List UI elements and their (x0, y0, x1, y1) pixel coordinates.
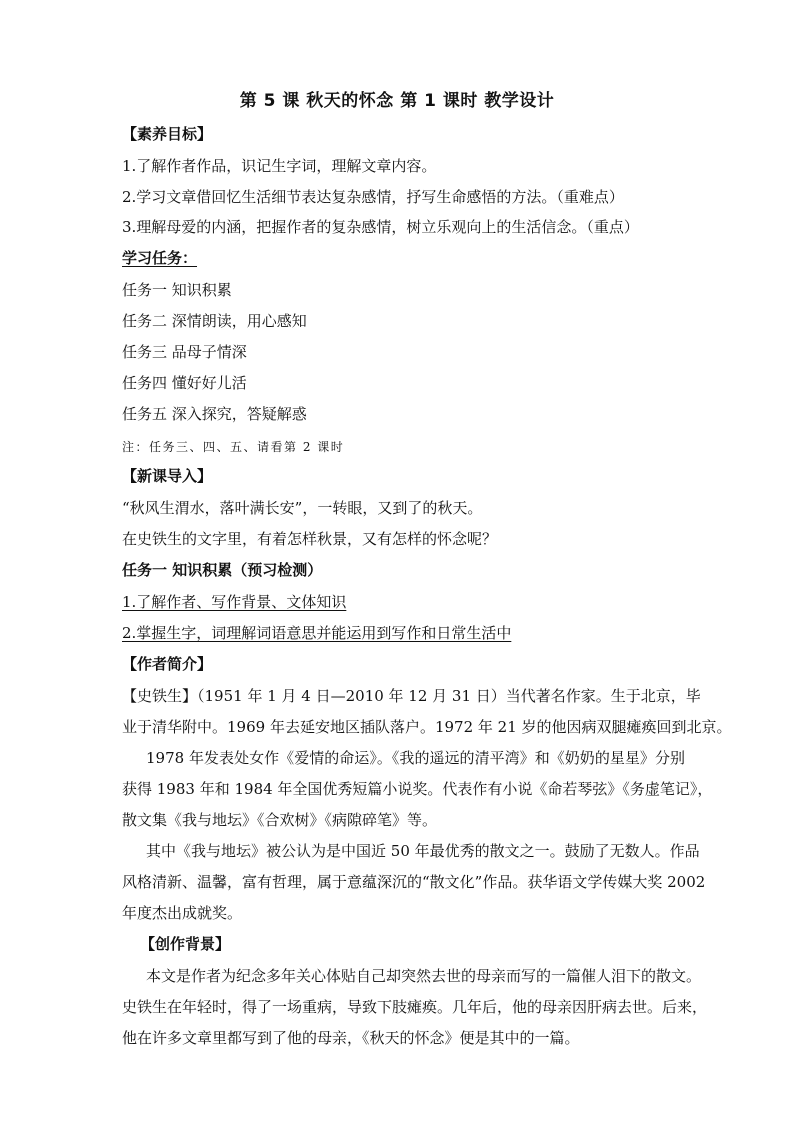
task-item-3: 任务三 品母子情深 (122, 343, 247, 361)
task-item-4: 任务四 懂好好儿活 (122, 374, 247, 392)
tasks-heading: 学习任务： (122, 249, 198, 267)
intro-heading: 【新课导入】 (122, 467, 213, 485)
author-line-5: 散文集《我与地坛》《合欢树》《病隙碎笔》等。 (122, 811, 438, 829)
author-line-7: 风格清新、温馨，富有哲理，属于意蕴深沉的“散文化”作品。获华语文学传媒大奖 2002 (122, 873, 706, 891)
background-line-1: 本文是作者为纪念多年关心体贴自己却突然去世的母亲而写的一篇催人泪下的散文。 (146, 967, 702, 985)
goal-item-3: 3.理解母爱的内涵，把握作者的复杂感情，树立乐观向上的生活信念。（重点） (122, 218, 639, 236)
author-line-6: 其中《我与地坛》被公认为是中国近 50 年最优秀的散文之一。鼓励了无数人。作品 (146, 842, 700, 860)
author-line-1: 【史铁生】（1951 年 1 月 4 日—2010 年 12 月 31 日）当代著名作家。生于北京，毕 (122, 687, 701, 705)
author-line-3: 1978 年发表处女作《爱情的命运》。《我的遥远的清平湾》和《奶奶的星星》分别 (146, 749, 685, 767)
goal-item-2: 2.学习文章借回忆生活细节表达复杂感情，抒写生命感悟的方法。（重难点） (122, 188, 624, 206)
document-title: 第 5 课 秋天的怀念 第 1 课时 教学设计 (239, 91, 555, 111)
task-item-2: 任务二 深情朗读，用心感知 (122, 312, 307, 330)
intro-line-1: “秋风生渭水，落叶满长安”，一转眼，又到了的秋天。 (122, 499, 483, 517)
author-line-4: 获得 1983 年和 1984 年全国优秀短篇小说奖。代表作有小说《命若琴弦》《务虚笔记》， (122, 780, 713, 798)
intro-line-2: 在史铁生的文字里，有着怎样秋景，又有怎样的怀念呢？ (122, 530, 498, 548)
author-line-8: 年度杰出成就奖。 (122, 904, 243, 922)
tasks-note: 注：任务三、四、五、请看第 2 课时 (122, 440, 345, 454)
background-line-2: 史铁生在年轻时，得了一场重病，导致下肢瘫痪。几年后，他的母亲因肝病去世。后来， (122, 998, 708, 1016)
task-item-5: 任务五 深入探究，答疑解惑 (122, 405, 307, 423)
task1-item-2: 2.掌握生字，词理解词语意思并能运用到写作和日常生活中 (122, 624, 512, 642)
task1-item-1: 1.了解作者、写作背景、文体知识 (122, 593, 347, 611)
background-line-3: 他在许多文章里都写到了他的母亲，《秋天的怀念》便是其中的一篇。 (122, 1029, 580, 1047)
author-heading: 【作者简介】 (122, 655, 213, 673)
task-item-1: 任务一 知识积累 (122, 281, 232, 299)
goals-heading: 【素养目标】 (122, 125, 213, 143)
task1-heading: 任务一 知识积累（预习检测） (122, 561, 323, 579)
background-heading: 【创作背景】 (140, 935, 231, 953)
author-line-2: 业于清华附中。1969 年去延安地区插队落户。1972 年 21 岁的他因病双腿瘫痪回到北京。 (122, 718, 732, 736)
goal-item-1: 1.了解作者作品，识记生字词，理解文章内容。 (122, 157, 437, 175)
